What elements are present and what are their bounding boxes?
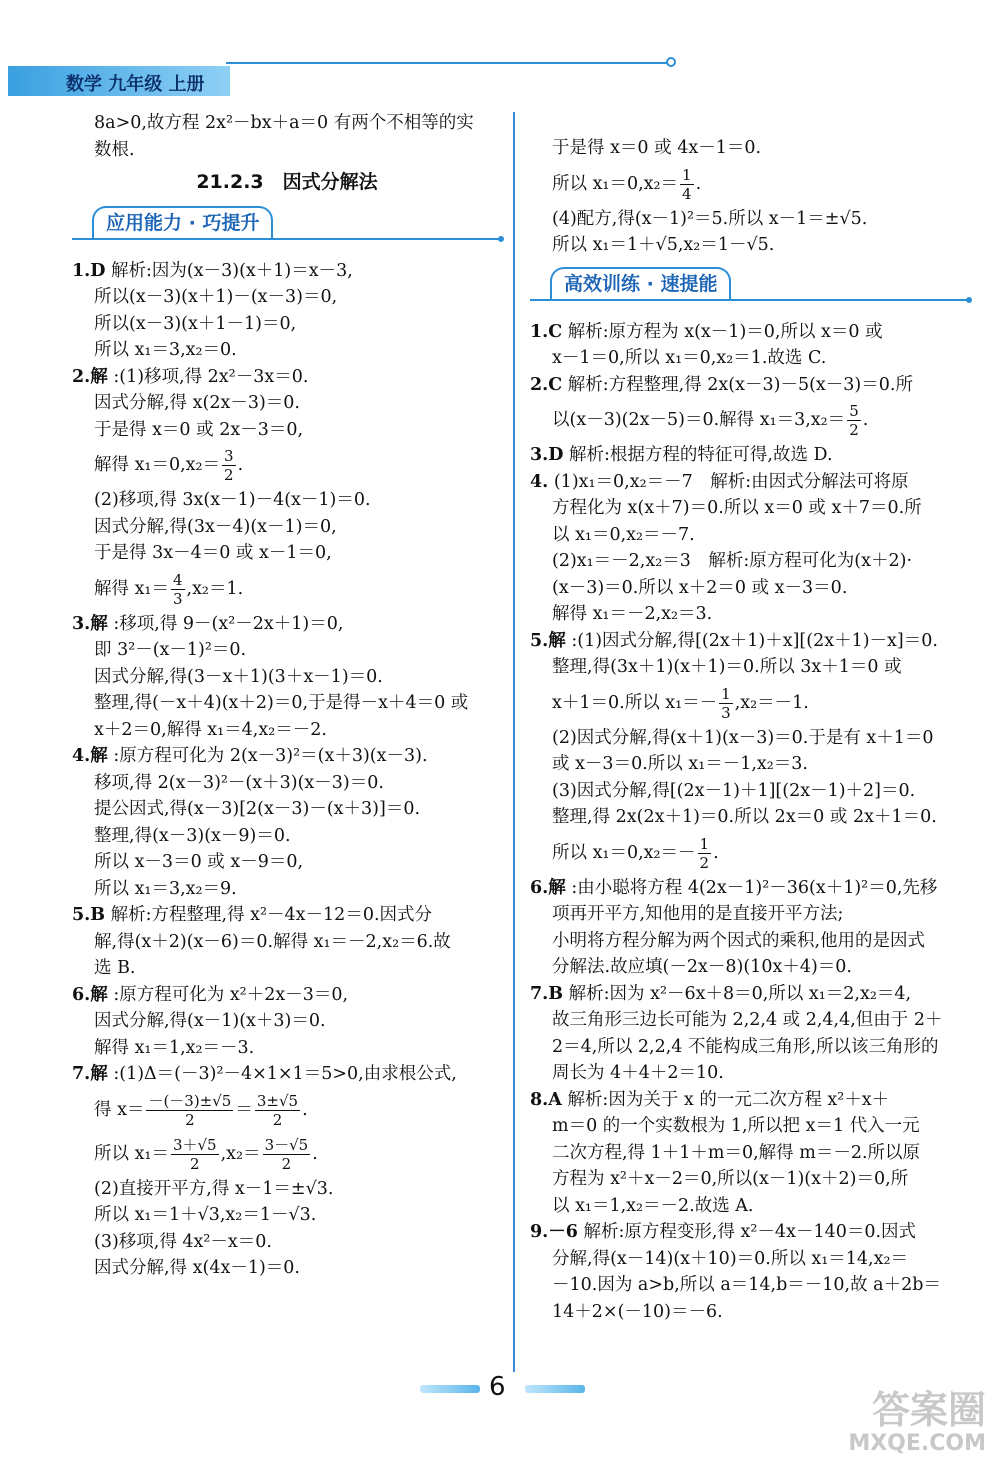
left-answer-line: [72, 284, 502, 311]
fraction-numerator: 4: [172, 570, 183, 589]
left-answer-line: [72, 1229, 502, 1256]
answer-text: 因式分解,得(x－1)(x＋3)＝0.: [94, 1011, 326, 1031]
left-answer-line: [72, 637, 502, 664]
fraction-denominator: 2: [224, 466, 234, 484]
answer-text: (2)x₁＝－2,x₂＝3 解析:原方程可化为(x＋2)·: [552, 551, 913, 571]
answer-number: 7.B: [530, 983, 564, 1004]
right-answer-line: [530, 319, 970, 346]
right-top-line: [530, 232, 970, 259]
answer-text: 整理,得(－x＋4)(x＋2)＝0,于是得－x＋4＝0 或: [94, 693, 469, 713]
fraction: [698, 835, 712, 872]
right-answer-line: [530, 345, 970, 372]
fraction-numerator: 1: [682, 165, 692, 184]
answer-text: 解析:因为关于 x 的一元二次方程 x²＋x＋: [567, 1089, 890, 1110]
right-answer-line: [530, 575, 970, 602]
left-answer-line: [72, 876, 502, 903]
answer-number: 3.解: [72, 613, 108, 634]
answer-number: 7.解: [72, 1064, 108, 1084]
header-rule: [226, 62, 668, 64]
left-answer-line: [72, 1035, 502, 1062]
right-answer-line: [530, 928, 970, 955]
answer-text: 所以 x－3＝0 或 x－9＝0,: [94, 852, 304, 872]
right-answer-line: [530, 1113, 970, 1140]
answer-text: 2＝4,所以 2,2,4 不能构成三角形,所以该三角形的: [552, 1036, 939, 1057]
answer-number: 5.B: [72, 905, 106, 925]
answer-number: 6.解: [530, 877, 566, 898]
answer-text: :(1)因式分解,得[(2x＋1)＋x][(2x＋1)－x]＝0.: [571, 630, 938, 651]
right-answer-line: [530, 1193, 970, 1220]
answer-text: 所以 x₁＝1＋√5,x₂＝1－√5.: [552, 235, 775, 255]
answer-text: .: [713, 842, 719, 863]
left-answer-line: [72, 417, 502, 444]
answer-text: 解得 x₁＝－2,x₂＝3.: [552, 604, 713, 624]
right-answer-line: [530, 522, 970, 549]
fraction-denominator: 2: [185, 1110, 195, 1129]
answer-text: 解得 x₁＝: [94, 578, 169, 599]
left-answer-line: [72, 390, 502, 417]
right-top-line: [530, 135, 970, 162]
answer-number: 4.解: [72, 746, 108, 766]
right-answer-line: [530, 495, 970, 522]
left-answer-line: [72, 567, 502, 611]
answer-text: 周长为 4＋4＋2＝10.: [552, 1063, 724, 1083]
right-answer-line: [530, 1034, 970, 1061]
answer-text: (4)配方,得(x－1)²＝5.所以 x－1＝±√5.: [552, 208, 868, 229]
right-answer-line: [530, 601, 970, 628]
answer-text: 所以 x₁＝: [94, 1143, 169, 1164]
answer-text: :由小聪将方程 4(2x－1)²－36(x＋1)²＝0,先移: [571, 877, 938, 898]
right-answer-line: [530, 831, 970, 875]
left-answer-line: [72, 982, 502, 1009]
answer-text: (3)因式分解,得[(2x－1)＋1][(2x－1)＋2]＝0.: [552, 780, 916, 801]
fraction: [222, 447, 236, 484]
answer-text: 因式分解,得 x(2x－3)＝0.: [94, 393, 300, 413]
answer-number: 9.－6: [530, 1222, 578, 1242]
badge-apply-label: 应用能力 · 巧提升: [92, 206, 273, 238]
badge-apply: [72, 206, 502, 242]
answer-text: 以 x₁＝0,x₂＝－7.: [552, 524, 695, 545]
right-column: [530, 135, 970, 1325]
right-answer-line: [530, 875, 970, 902]
answer-text: 整理,得 2x(2x＋1)＝0.所以 2x＝0 或 2x＋1＝0.: [552, 807, 937, 827]
watermark-line2: MXQE.COM: [848, 1431, 986, 1456]
fraction-denominator: 3: [172, 589, 183, 608]
answer-text: 所以 x₁＝3,x₂＝0.: [94, 340, 237, 360]
right-answer-line: [530, 1166, 970, 1193]
left-answer-line: [72, 1061, 502, 1088]
answer-text: m＝0 的一个实数根为 1,所以把 x＝1 代入一元: [552, 1116, 920, 1136]
left-answer-line: [72, 1255, 502, 1282]
answer-text: ＝: [235, 1099, 253, 1120]
fraction: [255, 1092, 300, 1129]
right-answer-line: [530, 901, 970, 928]
left-answer-line: [72, 1132, 502, 1176]
answer-text: 解得 x₁＝0,x₂＝: [94, 455, 221, 475]
right-answer-line: [530, 654, 970, 681]
answer-text: 于是得 3x－4＝0 或 x－1＝0,: [94, 543, 332, 563]
fraction: [263, 1136, 311, 1173]
footer-deco-right: [525, 1385, 585, 1393]
answer-text: 所以 x₁＝0,x₂＝: [552, 173, 679, 194]
header-dot-icon: [666, 57, 676, 67]
left-answer-line: [72, 311, 502, 338]
answer-text: 故三角形三边长可能为 2,2,4 或 2,4,4,但由于 2＋: [552, 1010, 943, 1030]
left-answer-line: [72, 337, 502, 364]
answer-text: 解得 x₁＝1,x₂＝－3.: [94, 1037, 255, 1058]
right-answer-line: [530, 469, 970, 496]
answer-text: 所以(x－3)(x＋1)－(x－3)＝0,: [94, 287, 338, 307]
left-answer-line: [72, 364, 502, 391]
answer-text: 整理,得(x－3)(x－9)＝0.: [94, 825, 291, 846]
left-answer-line: [72, 258, 502, 285]
left-answer-line: [72, 1008, 502, 1035]
fraction-denominator: 3: [721, 703, 731, 722]
right-answer-line: [530, 725, 970, 752]
answer-text: (2)移项,得 3x(x－1)－4(x－1)＝0.: [94, 490, 371, 510]
column-divider: [513, 112, 515, 1372]
left-answer-list: [72, 258, 502, 1282]
answer-text: 分解,得(x－14)(x＋10)＝0.所以 x₁＝14,x₂＝: [552, 1248, 909, 1269]
answer-number: 2.解: [72, 366, 108, 387]
left-answer-line: [72, 1088, 502, 1132]
left-answer-line: [72, 823, 502, 850]
answer-text: (2)直接开平方,得 x－1＝±√3.: [94, 1178, 334, 1199]
left-answer-line: [72, 849, 502, 876]
watermark-logo: [848, 1389, 986, 1457]
answer-text: 二次方程,得 1＋1＋m＝0,解得 m＝－2.所以原: [552, 1142, 921, 1163]
page-number: 6: [489, 1372, 506, 1402]
answer-text: 小明将方程分解为两个因式的乘积,他用的是因式: [552, 930, 926, 951]
left-top-line-2: 数根.: [94, 139, 135, 160]
answer-text: 即 3²－(x－1)²＝0.: [94, 640, 247, 660]
right-answer-line: [530, 1272, 970, 1299]
watermark-line1: 答案圈: [871, 1388, 986, 1432]
answer-text: (2)因式分解,得(x＋1)(x－3)＝0.于是有 x＋1＝0: [552, 727, 934, 748]
answer-text: .: [302, 1099, 308, 1120]
fraction-numerator: 3－√5: [264, 1135, 309, 1154]
fraction: [680, 166, 694, 203]
answer-number: 2.C: [530, 374, 563, 395]
right-answer-line: [530, 1140, 970, 1167]
answer-number: 3.D: [530, 445, 564, 465]
fraction-numerator: 1: [721, 684, 731, 703]
right-top-line: [530, 162, 970, 206]
answer-text: 解析:因为 x²－6x＋8＝0,所以 x₁＝2,x₂＝4,: [568, 983, 912, 1004]
answer-text: 以(x－3)(2x－5)＝0.解得 x₁＝3,x₂＝: [552, 410, 846, 430]
right-answer-line: [530, 548, 970, 575]
right-answer-line: [530, 751, 970, 778]
answer-number: 6.解: [72, 984, 108, 1005]
badge-dot-icon: [966, 297, 972, 303]
answer-text: .: [312, 1143, 318, 1164]
answer-text: 所以(x－3)(x＋1－1)＝0,: [94, 313, 297, 334]
left-answer-line: [72, 664, 502, 691]
badge-dot-icon: [498, 236, 504, 242]
right-answer-line: [530, 1246, 970, 1273]
right-top-list: [530, 135, 970, 259]
answer-text: 解析:方程整理,得 x²－4x－12＝0.因式分: [110, 905, 433, 925]
badge-train-label: 高效训练 · 速提能: [550, 267, 731, 299]
answer-text: 分解法.故应填(－2x－8)(10x＋4)＝0.: [552, 957, 852, 977]
answer-text: :原方程可化为 2(x－3)²＝(x＋3)(x－3).: [113, 746, 428, 766]
fraction-numerator: 3±√5: [256, 1091, 299, 1110]
answer-text: 提公因式,得(x－3)[2(x－3)－(x＋3)]＝0.: [94, 799, 421, 819]
answer-text: x＋1＝0.所以 x₁＝－: [552, 692, 718, 713]
answer-text: (3)移项,得 4x²－x＝0.: [94, 1231, 272, 1252]
left-answer-line: [72, 929, 502, 956]
left-answer-line: [72, 1176, 502, 1203]
answer-number: 1.C: [530, 321, 563, 342]
right-answer-line: [530, 778, 970, 805]
answer-text: 于是得 x＝0 或 4x－1＝0.: [552, 138, 762, 158]
right-answer-line: [530, 398, 970, 442]
right-answer-line: [530, 681, 970, 725]
fraction-denominator: 2: [849, 421, 859, 439]
left-answer-line: [72, 770, 502, 797]
header-title: 数学 九年级 上册: [66, 74, 205, 95]
answer-text: 解析:根据方程的特征可得,故选 D.: [569, 445, 833, 465]
answer-text: 移项,得 2(x－3)²－(x＋3)(x－3)＝0.: [94, 772, 384, 793]
answer-text: .: [862, 410, 869, 430]
left-answer-line: [72, 514, 502, 541]
answer-text: :(1)Δ＝(－3)²－4×1×1＝5>0,由求根公式,: [113, 1064, 457, 1084]
fraction: [171, 1136, 219, 1173]
fraction-numerator: 1: [699, 834, 710, 853]
answer-number: 5.解: [530, 630, 566, 651]
answer-text: －10.因为 a>b,所以 a＝14,b＝－10,故 a＋2b＝: [552, 1275, 941, 1295]
answer-text: x－1＝0,所以 x₁＝0,x₂＝1.故选 C.: [552, 348, 827, 368]
left-answer-line: [72, 743, 502, 770]
answer-text: .: [237, 455, 244, 475]
right-answer-line: [530, 1219, 970, 1246]
right-answer-line: [530, 981, 970, 1008]
answer-text: .: [695, 173, 702, 194]
fraction-denominator: 2: [699, 853, 710, 872]
left-answer-line: [72, 1202, 502, 1229]
fraction-numerator: －(－3)±√5: [148, 1091, 232, 1110]
left-answer-line: [72, 902, 502, 929]
answer-text: 因式分解,得(3－x＋1)(3＋x－1)＝0.: [94, 666, 383, 687]
fraction: [171, 571, 185, 608]
answer-text: 因式分解,得(3x－4)(x－1)＝0,: [94, 516, 337, 537]
answer-text: (1)x₁＝0,x₂＝－7 解析:由因式分解法可将原: [553, 471, 909, 492]
answer-text: 解析:原方程变形,得 x²－4x－140＝0.因式: [583, 1222, 917, 1242]
fraction-numerator: 5: [849, 402, 859, 420]
answer-text: 方程为 x²＋x－2＝0,所以(x－1)(x＋2)＝0,所: [552, 1169, 909, 1189]
fraction-numerator: 3: [224, 447, 234, 465]
left-answer-line: [72, 611, 502, 638]
left-top-line-1: 8a>0,故方程 2x²－bx＋a＝0 有两个不相等的实: [94, 113, 474, 133]
right-answer-list: [530, 319, 970, 1326]
right-answer-line: [530, 1007, 970, 1034]
right-answer-line: [530, 1060, 970, 1087]
right-answer-line: [530, 628, 970, 655]
fraction: [719, 685, 733, 722]
section-title: 21.2.3 因式分解法: [196, 171, 378, 193]
right-answer-line: [530, 1299, 970, 1326]
right-answer-line: [530, 804, 970, 831]
fraction-denominator: 4: [682, 184, 692, 203]
answer-text: 方程化为 x(x＋7)＝0.所以 x＝0 或 x＋7＝0.所: [552, 498, 922, 518]
footer-deco-left: [420, 1385, 480, 1393]
answer-text: 得 x＝: [94, 1099, 145, 1120]
fraction-denominator: 2: [272, 1110, 283, 1129]
answer-number: 4.: [530, 471, 549, 492]
answer-text: 所以 x₁＝3,x₂＝9.: [94, 878, 237, 899]
answer-text: :(1)移项,得 2x²－3x＝0.: [113, 366, 309, 387]
right-top-line: [530, 206, 970, 233]
answer-text: 解,得(x＋2)(x－6)＝0.解得 x₁＝－2,x₂＝6.故: [94, 931, 451, 952]
right-answer-line: [530, 372, 970, 399]
left-answer-line: [72, 443, 502, 487]
left-column: [72, 110, 502, 1282]
left-answer-line: [72, 796, 502, 823]
answer-text: ,x₂＝: [220, 1143, 261, 1164]
right-answer-line: [530, 954, 970, 981]
fraction-denominator: 2: [281, 1154, 292, 1173]
answer-text: (x－3)＝0.所以 x＋2＝0 或 x－3＝0.: [552, 577, 848, 598]
right-answer-line: [530, 1087, 970, 1114]
answer-text: 解析:原方程为 x(x－1)＝0,所以 x＝0 或: [567, 321, 883, 342]
left-answer-line: [72, 717, 502, 744]
answer-text: ,x₂＝1.: [186, 578, 244, 599]
answer-text: 或 x－3＝0.所以 x₁＝－1,x₂＝3.: [552, 754, 808, 774]
answer-text: 以 x₁＝1,x₂＝－2.故选 A.: [552, 1195, 754, 1216]
fraction: [146, 1092, 233, 1129]
answer-number: 8.A: [530, 1089, 562, 1110]
answer-text: 整理,得(3x＋1)(x＋1)＝0.所以 3x＋1＝0 或: [552, 657, 902, 677]
answer-text: 于是得 x＝0 或 2x－3＝0,: [94, 419, 304, 440]
answer-text: 所以 x₁＝1＋√3,x₂＝1－√3.: [94, 1205, 317, 1225]
answer-text: 项再开平方,知他用的是直接开平方法;: [552, 904, 844, 924]
answer-text: x＋2＝0,解得 x₁＝4,x₂＝－2.: [94, 719, 327, 740]
right-answer-line: [530, 442, 970, 469]
fraction-numerator: 3＋√5: [172, 1135, 217, 1154]
fraction: [847, 402, 861, 439]
left-answer-line: [72, 955, 502, 982]
answer-text: 所以 x₁＝0,x₂＝－: [552, 842, 696, 863]
left-answer-line: [72, 540, 502, 567]
answer-text: :原方程可化为 x²＋2x－3＝0,: [113, 984, 349, 1005]
answer-text: ,x₂＝－1.: [734, 692, 809, 713]
answer-text: 14＋2×(－10)＝－6.: [552, 1301, 723, 1322]
fraction-denominator: 2: [190, 1154, 200, 1173]
answer-text: 选 B.: [94, 958, 136, 978]
badge-train: [530, 267, 970, 303]
left-answer-line: [72, 690, 502, 717]
left-answer-line: [72, 487, 502, 514]
answer-text: 因式分解,得 x(4x－1)＝0.: [94, 1258, 300, 1278]
answer-text: 解析:因为(x－3)(x＋1)＝x－3,: [111, 260, 353, 281]
answer-text: 解析:方程整理,得 2x(x－3)－5(x－3)＝0.所: [567, 374, 913, 395]
answer-number: 1.D: [72, 260, 106, 281]
answer-text: :移项,得 9－(x²－2x＋1)＝0,: [113, 613, 344, 634]
